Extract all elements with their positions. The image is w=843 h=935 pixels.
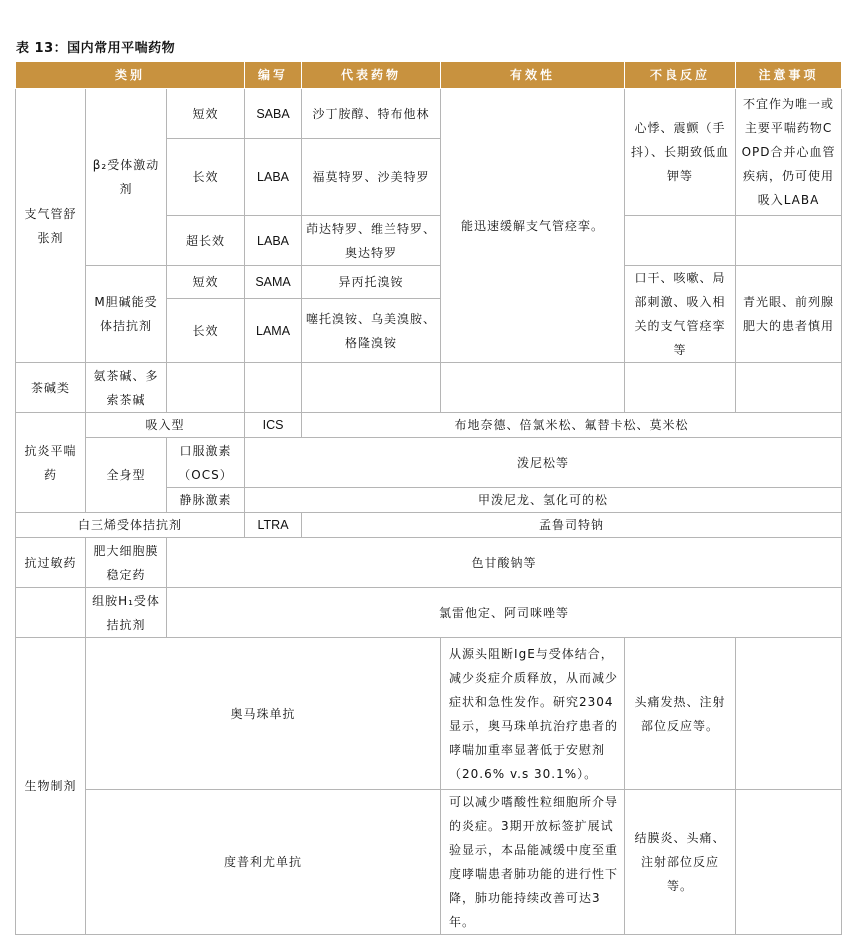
ultra-duration: 超长效: [167, 216, 245, 266]
oral-steroid-label: 口服激素（OCS）: [167, 438, 245, 488]
dupilumab-efficacy: 可以减少嗜酸性粒细胞所介导的炎症。3期开放标签扩展试验显示，本品能减缓中度至重度哮喘患者肺功能的进行性下降，肺功能持续改善可达3年。: [441, 790, 625, 935]
m-notes: 青光眼、前列腺肥大的患者慎用: [736, 266, 842, 363]
beta2-agonist-label: β₂受体激动剂: [86, 89, 167, 266]
ltra-drugs: 孟鲁司特钠: [302, 513, 842, 538]
header-row: [16, 62, 842, 89]
sama-abbr: SAMA: [245, 266, 302, 299]
dupilumab-adverse: 结膜炎、头痛、注射部位反应等。: [625, 790, 736, 935]
bronchodilator-label: 支气管舒张剂: [16, 89, 86, 363]
table-title: 表 13：国内常用平喘药物: [16, 41, 176, 56]
table-row: [16, 588, 842, 638]
beta2-notes: 不宜作为唯一或主要平喘药物COPD合并心血管疾病，仍可使用吸入LABA: [736, 89, 842, 216]
anti-inflammatory-label: 抗炎平喘药: [16, 413, 86, 513]
header-notes: 注意事项: [736, 62, 842, 89]
empty-cell: [16, 588, 86, 638]
omalizumab-name: 奥马珠单抗: [86, 638, 441, 790]
saba-drugs: 沙丁胺醇、特布他林: [302, 89, 441, 139]
ltra-abbr: LTRA: [245, 513, 302, 538]
table-row: [16, 638, 842, 790]
asthma-drug-table: [15, 61, 842, 935]
theophylline-drugs: 氨茶碱、多索茶碱: [86, 363, 167, 413]
m-adverse: 口干、咳嗽、局部刺激、吸入相关的支气管痉挛等: [625, 266, 736, 363]
ultra-abbr: LABA: [245, 216, 302, 266]
dupilumab-name: 度普利尤单抗: [86, 790, 441, 935]
omalizumab-adverse: 头痛发热、注射部位反应等。: [625, 638, 736, 790]
anti-allergy-label: 抗过敏药: [16, 538, 86, 588]
h1-label: 组胺H₁受体拮抗剂: [86, 588, 167, 638]
saba-duration: 短效: [167, 89, 245, 139]
theophylline-label: 茶碱类: [16, 363, 86, 413]
leukotriene-label: 白三烯受体拮抗剂: [16, 513, 245, 538]
ics-abbr: ICS: [245, 413, 302, 438]
empty-cell: [625, 363, 736, 413]
omalizumab-efficacy: 从源头阻断IgE与受体结合，减少炎症介质释放，从而减少症状和急性发作。研究2304显示，奥马珠单抗治疗患者的哮喘加重率显著低于安慰剂（20.6% v.s 30.1%）。: [441, 638, 625, 790]
empty-cell: [167, 363, 245, 413]
biologics-label: 生物制剂: [16, 638, 86, 935]
empty-cell: [302, 363, 441, 413]
table-row: [16, 413, 842, 438]
laba-drugs: 福莫特罗、沙美特罗: [302, 139, 441, 216]
m-receptor-label: M胆碱能受体拮抗剂: [86, 266, 167, 363]
header-efficacy: 有效性: [441, 62, 625, 89]
ultra-drugs: 茚达特罗、维兰特罗、奥达特罗: [302, 216, 441, 266]
laba-abbr: LABA: [245, 139, 302, 216]
oral-steroid-drugs: 泼尼松等: [245, 438, 842, 488]
lama-duration: 长效: [167, 299, 245, 363]
empty-cell: [736, 363, 842, 413]
table-row: [16, 266, 842, 299]
empty-cell: [625, 216, 736, 266]
empty-cell: [736, 638, 842, 790]
empty-cell: [441, 363, 625, 413]
sama-drugs: 异丙托溴铵: [302, 266, 441, 299]
table-row: [16, 790, 842, 935]
header-abbr: 编写: [245, 62, 302, 89]
header-drugs: 代表药物: [302, 62, 441, 89]
empty-cell: [736, 790, 842, 935]
inhaled-label: 吸入型: [86, 413, 245, 438]
table-row: [16, 538, 842, 588]
table-row: [16, 513, 842, 538]
systemic-label: 全身型: [86, 438, 167, 513]
saba-abbr: SABA: [245, 89, 302, 139]
iv-steroid-drugs: 甲泼尼龙、氢化可的松: [245, 488, 842, 513]
header-category: 类别: [16, 62, 245, 89]
iv-steroid-label: 静脉激素: [167, 488, 245, 513]
mast-cell-drugs: 色甘酸钠等: [167, 538, 842, 588]
lama-drugs: 噻托溴铵、乌美溴胺、格隆溴铵: [302, 299, 441, 363]
beta2-adverse: 心悸、震颤（手抖）、长期致低血钾等: [625, 89, 736, 216]
table-row: [16, 438, 842, 488]
ics-drugs: 布地奈德、倍氯米松、氟替卡松、莫米松: [302, 413, 842, 438]
laba-duration: 长效: [167, 139, 245, 216]
header-adverse: 不良反应: [625, 62, 736, 89]
sama-duration: 短效: [167, 266, 245, 299]
table-row: [16, 89, 842, 139]
lama-abbr: LAMA: [245, 299, 302, 363]
empty-cell: [245, 363, 302, 413]
empty-cell: [736, 216, 842, 266]
bronchodilator-efficacy: 能迅速缓解支气管痉挛。: [441, 89, 625, 363]
table-row: [16, 363, 842, 413]
h1-drugs: 氯雷他定、阿司咪唑等: [167, 588, 842, 638]
mast-cell-label: 肥大细胞膜稳定药: [86, 538, 167, 588]
